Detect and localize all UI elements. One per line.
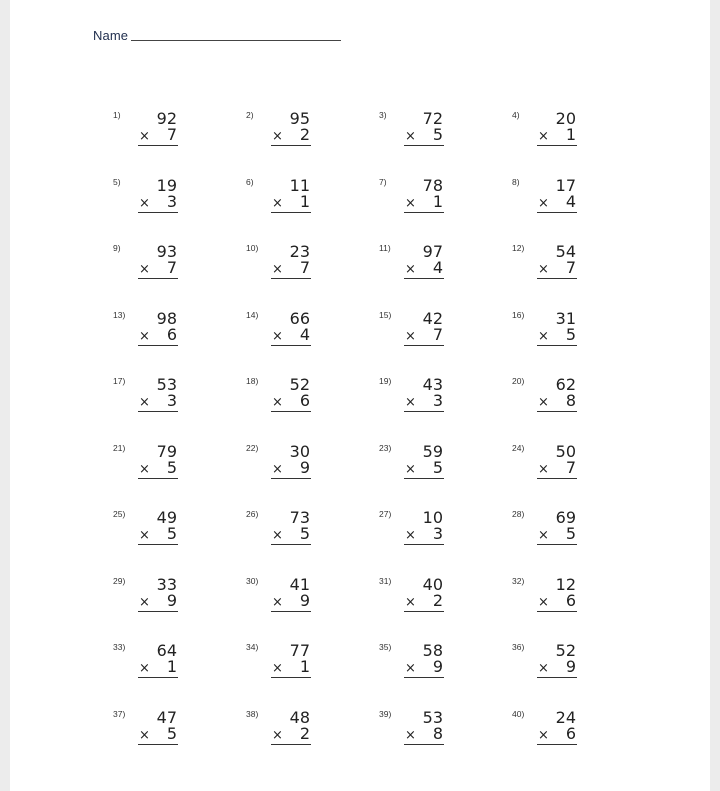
multiplier: 2	[299, 723, 310, 743]
multiplier-row	[271, 590, 311, 612]
multiplication-stack	[537, 443, 577, 479]
multiplier: 5	[565, 324, 576, 344]
problem	[246, 308, 379, 375]
multiplication-stack	[271, 177, 311, 213]
problem	[113, 574, 246, 641]
multiplicand: 53	[422, 707, 443, 727]
multiplicand: 19	[156, 175, 177, 195]
problem	[512, 374, 645, 441]
times-sign: ×	[405, 661, 416, 676]
problem-number: 40)	[512, 708, 525, 719]
times-sign: ×	[538, 395, 549, 410]
problem-number: 6)	[246, 176, 254, 187]
problem	[113, 707, 246, 774]
multiplier-row	[537, 659, 577, 678]
multiplicand: 92	[156, 109, 177, 128]
multiplication-stack	[271, 443, 311, 479]
multiplicand: 42	[422, 308, 443, 328]
multiplicand: 58	[422, 641, 443, 660]
multiplication-stack	[404, 709, 444, 745]
multiplier-row	[138, 324, 178, 346]
multiplier: 4	[565, 191, 576, 211]
multiplicand: 52	[555, 641, 576, 660]
problem	[512, 308, 645, 375]
multiplication-stack	[271, 642, 311, 678]
multiplicand: 40	[422, 574, 443, 594]
problem-number: 35)	[379, 642, 392, 652]
times-sign: ×	[272, 528, 283, 543]
multiplier-row	[537, 526, 577, 545]
multiplier-row	[404, 723, 444, 745]
multiplier-row	[404, 659, 444, 678]
multiplication-stack	[537, 310, 577, 346]
problem	[379, 640, 512, 707]
multiplication-stack	[271, 709, 311, 745]
problem	[512, 441, 645, 508]
problem-number: 36)	[512, 642, 525, 652]
multiplication-stack	[271, 243, 311, 279]
problem	[113, 441, 246, 508]
times-sign: ×	[538, 129, 549, 144]
multiplier-row	[404, 324, 444, 346]
multiplier-row	[537, 260, 577, 279]
problem-number: 13)	[113, 309, 126, 320]
multiplier: 7	[166, 125, 177, 144]
multiplication-stack	[537, 709, 577, 745]
multiplicand: 79	[156, 441, 177, 461]
multiplier: 9	[299, 457, 310, 477]
multiplicand: 98	[156, 308, 177, 328]
multiplicand: 97	[422, 242, 443, 261]
multiplicand: 73	[289, 508, 310, 527]
multiplication-stack	[138, 443, 178, 479]
multiplication-stack	[138, 177, 178, 213]
multiplicand: 66	[289, 308, 310, 328]
multiplication-stack	[537, 110, 577, 146]
multiplier-row	[271, 260, 311, 279]
multiplication-stack	[404, 576, 444, 612]
multiplicand: 77	[289, 641, 310, 660]
multiplier: 5	[565, 524, 576, 543]
problem-number: 27)	[379, 509, 392, 519]
multiplication-stack	[138, 576, 178, 612]
problem-number: 28)	[512, 509, 525, 519]
multiplication-stack	[537, 243, 577, 279]
problem	[379, 308, 512, 375]
multiplicand: 24	[555, 707, 576, 727]
problem-number: 33)	[113, 642, 126, 652]
multiplier: 6	[565, 590, 576, 610]
problem	[246, 374, 379, 441]
multiplicand: 23	[289, 242, 310, 261]
multiplier: 9	[432, 657, 443, 676]
times-sign: ×	[139, 661, 150, 676]
multiplication-stack	[404, 642, 444, 678]
multiplication-stack	[138, 243, 178, 279]
multiplicand: 48	[289, 707, 310, 727]
multiplier: 1	[299, 191, 310, 211]
multiplier: 7	[565, 457, 576, 477]
times-sign: ×	[538, 262, 549, 277]
problem-number: 32)	[512, 575, 525, 586]
times-sign: ×	[405, 129, 416, 144]
multiplication-stack	[404, 376, 444, 412]
problem	[379, 374, 512, 441]
multiplier-row	[404, 260, 444, 279]
multiplier-row	[138, 457, 178, 479]
multiplicand: 93	[156, 242, 177, 261]
multiplier-row	[537, 324, 577, 346]
problem-number: 17)	[113, 376, 126, 386]
times-sign: ×	[139, 328, 150, 344]
problem-number: 7)	[379, 176, 387, 187]
multiplier: 6	[166, 324, 177, 344]
multiplier-row	[404, 590, 444, 612]
multiplicand: 33	[156, 574, 177, 594]
multiplier: 8	[565, 391, 576, 410]
problem	[379, 441, 512, 508]
problem	[379, 108, 512, 175]
problem-number: 9)	[113, 243, 121, 253]
problem	[246, 175, 379, 242]
times-sign: ×	[538, 461, 549, 477]
multiplier: 5	[299, 524, 310, 543]
times-sign: ×	[272, 129, 283, 144]
problem-number: 12)	[512, 243, 525, 253]
multiplier: 1	[432, 191, 443, 211]
multiplier: 9	[299, 590, 310, 610]
times-sign: ×	[405, 262, 416, 277]
problem-number: 5)	[113, 176, 121, 187]
multiplier: 5	[432, 125, 443, 144]
multiplication-stack	[404, 509, 444, 545]
times-sign: ×	[272, 727, 283, 743]
problem-number: 15)	[379, 309, 392, 320]
problem-number: 25)	[113, 509, 126, 519]
multiplier: 1	[166, 657, 177, 676]
multiplier: 3	[432, 524, 443, 543]
multiplier: 4	[432, 258, 443, 277]
multiplier: 3	[432, 391, 443, 410]
problem	[379, 175, 512, 242]
multiplication-stack	[138, 642, 178, 678]
problem-number: 39)	[379, 708, 392, 719]
times-sign: ×	[139, 395, 150, 410]
multiplier: 3	[166, 391, 177, 410]
multiplier-row	[537, 590, 577, 612]
problem	[512, 640, 645, 707]
multiplication-stack	[404, 443, 444, 479]
multiplier: 4	[299, 324, 310, 344]
multiplier-row	[271, 723, 311, 745]
problem-number: 20)	[512, 376, 525, 386]
problem-number: 4)	[512, 110, 520, 120]
worksheet-page	[10, 0, 710, 791]
multiplicand: 52	[289, 375, 310, 394]
multiplication-stack	[537, 376, 577, 412]
name-input-line[interactable]	[131, 40, 341, 41]
problem-number: 24)	[512, 442, 525, 453]
multiplicand: 69	[555, 508, 576, 527]
multiplicand: 62	[555, 375, 576, 394]
times-sign: ×	[272, 195, 283, 211]
problem-number: 3)	[379, 110, 387, 120]
times-sign: ×	[272, 461, 283, 477]
multiplicand: 43	[422, 375, 443, 394]
problem-number: 8)	[512, 176, 520, 187]
multiplication-stack	[404, 310, 444, 346]
problem-number: 14)	[246, 309, 259, 320]
multiplication-stack	[537, 177, 577, 213]
multiplicand: 47	[156, 707, 177, 727]
multiplicand: 72	[422, 109, 443, 128]
multiplication-stack	[404, 243, 444, 279]
times-sign: ×	[538, 594, 549, 610]
multiplication-stack	[271, 310, 311, 346]
problem	[246, 574, 379, 641]
problem	[379, 574, 512, 641]
problem-number: 34)	[246, 642, 259, 652]
problem-number: 16)	[512, 309, 525, 320]
times-sign: ×	[139, 594, 150, 610]
multiplicand: 64	[156, 641, 177, 660]
times-sign: ×	[139, 129, 150, 144]
problem	[113, 108, 246, 175]
multiplicand: 49	[156, 508, 177, 527]
times-sign: ×	[272, 395, 283, 410]
multiplicand: 30	[289, 441, 310, 461]
multiplication-stack	[404, 177, 444, 213]
multiplier: 9	[565, 657, 576, 676]
multiplicand: 11	[289, 175, 310, 195]
problem	[512, 507, 645, 574]
problem-grid	[113, 108, 653, 773]
multiplication-stack	[271, 509, 311, 545]
multiplier-row	[271, 659, 311, 678]
multiplicand: 31	[555, 308, 576, 328]
multiplier: 7	[299, 258, 310, 277]
multiplier-row	[138, 590, 178, 612]
problem-number: 29)	[113, 575, 126, 586]
multiplier-row	[537, 191, 577, 213]
multiplier: 6	[565, 723, 576, 743]
multiplication-stack	[138, 376, 178, 412]
multiplier-row	[404, 127, 444, 146]
multiplication-stack	[537, 642, 577, 678]
problem-number: 1)	[113, 110, 121, 120]
multiplier-row	[138, 723, 178, 745]
problem	[113, 241, 246, 308]
multiplier-row	[271, 457, 311, 479]
times-sign: ×	[538, 195, 549, 211]
problem-number: 26)	[246, 509, 259, 519]
multiplication-stack	[271, 576, 311, 612]
times-sign: ×	[139, 727, 150, 743]
problem-number: 31)	[379, 575, 392, 586]
multiplier: 1	[565, 125, 576, 144]
problem-number: 18)	[246, 376, 259, 386]
multiplier-row	[404, 191, 444, 213]
multiplier-row	[537, 127, 577, 146]
multiplier: 5	[166, 457, 177, 477]
problem	[246, 441, 379, 508]
problem	[379, 707, 512, 774]
times-sign: ×	[405, 461, 416, 477]
multiplier-row	[537, 723, 577, 745]
multiplication-stack	[138, 110, 178, 146]
multiplier: 5	[166, 723, 177, 743]
multiplier-row	[404, 457, 444, 479]
multiplier-row	[537, 457, 577, 479]
problem-number: 21)	[113, 442, 126, 453]
multiplier-row	[138, 260, 178, 279]
multiplier: 2	[299, 125, 310, 144]
problem	[512, 574, 645, 641]
multiplier: 7	[432, 324, 443, 344]
problem	[512, 175, 645, 242]
multiplier: 6	[299, 391, 310, 410]
problem-number: 23)	[379, 442, 392, 453]
problem	[113, 640, 246, 707]
multiplication-stack	[138, 310, 178, 346]
multiplier: 1	[299, 657, 310, 676]
multiplier: 7	[565, 258, 576, 277]
multiplication-stack	[138, 709, 178, 745]
multiplier: 7	[166, 258, 177, 277]
multiplicand: 17	[555, 175, 576, 195]
times-sign: ×	[405, 528, 416, 543]
multiplication-stack	[404, 110, 444, 146]
multiplication-stack	[271, 376, 311, 412]
problem-number: 2)	[246, 110, 254, 120]
multiplier-row	[138, 191, 178, 213]
multiplier-row	[271, 191, 311, 213]
problem	[512, 707, 645, 774]
times-sign: ×	[405, 328, 416, 344]
times-sign: ×	[538, 727, 549, 743]
problem-number: 38)	[246, 708, 259, 719]
multiplier-row	[271, 393, 311, 412]
problem-number: 19)	[379, 376, 392, 386]
times-sign: ×	[405, 594, 416, 610]
multiplier-row	[271, 324, 311, 346]
times-sign: ×	[405, 395, 416, 410]
multiplication-stack	[271, 110, 311, 146]
problem-number: 10)	[246, 243, 259, 253]
times-sign: ×	[139, 195, 150, 211]
multiplicand: 41	[289, 574, 310, 594]
multiplier: 3	[166, 191, 177, 211]
times-sign: ×	[272, 661, 283, 676]
multiplier-row	[271, 127, 311, 146]
multiplicand: 54	[555, 242, 576, 261]
problem-number: 22)	[246, 442, 259, 453]
times-sign: ×	[139, 262, 150, 277]
multiplier: 5	[166, 524, 177, 543]
multiplier: 8	[432, 723, 443, 743]
multiplier-row	[138, 659, 178, 678]
problem-number: 30)	[246, 575, 259, 586]
multiplicand: 20	[555, 109, 576, 128]
multiplier-row	[404, 526, 444, 545]
multiplication-stack	[537, 509, 577, 545]
problem	[246, 707, 379, 774]
problem	[113, 308, 246, 375]
multiplier-row	[138, 127, 178, 146]
multiplicand: 59	[422, 441, 443, 461]
times-sign: ×	[405, 195, 416, 211]
problem	[113, 507, 246, 574]
multiplication-stack	[537, 576, 577, 612]
multiplier: 2	[432, 590, 443, 610]
problem-number: 11)	[379, 243, 391, 253]
multiplier: 9	[166, 590, 177, 610]
times-sign: ×	[538, 528, 549, 543]
multiplier-row	[138, 526, 178, 545]
problem	[246, 640, 379, 707]
multiplier: 5	[432, 457, 443, 477]
multiplication-stack	[138, 509, 178, 545]
name-label: Name	[93, 28, 129, 43]
problem	[246, 108, 379, 175]
problem	[113, 175, 246, 242]
multiplier-row	[404, 393, 444, 412]
problem	[379, 507, 512, 574]
times-sign: ×	[538, 328, 549, 344]
problem	[246, 507, 379, 574]
multiplicand: 53	[156, 375, 177, 394]
multiplier-row	[138, 393, 178, 412]
multiplicand: 50	[555, 441, 576, 461]
multiplicand: 12	[555, 574, 576, 594]
times-sign: ×	[538, 661, 549, 676]
problem	[512, 241, 645, 308]
problem	[246, 241, 379, 308]
times-sign: ×	[139, 528, 150, 543]
multiplier-row	[537, 393, 577, 412]
multiplicand: 10	[422, 508, 443, 527]
problem	[379, 241, 512, 308]
times-sign: ×	[272, 262, 283, 277]
multiplicand: 78	[422, 175, 443, 195]
problem-number: 37)	[113, 708, 126, 719]
problem	[512, 108, 645, 175]
multiplier-row	[271, 526, 311, 545]
name-row	[93, 28, 341, 43]
times-sign: ×	[272, 594, 283, 610]
problem	[113, 374, 246, 441]
multiplicand: 95	[289, 109, 310, 128]
times-sign: ×	[272, 328, 283, 344]
times-sign: ×	[139, 461, 150, 477]
times-sign: ×	[405, 727, 416, 743]
